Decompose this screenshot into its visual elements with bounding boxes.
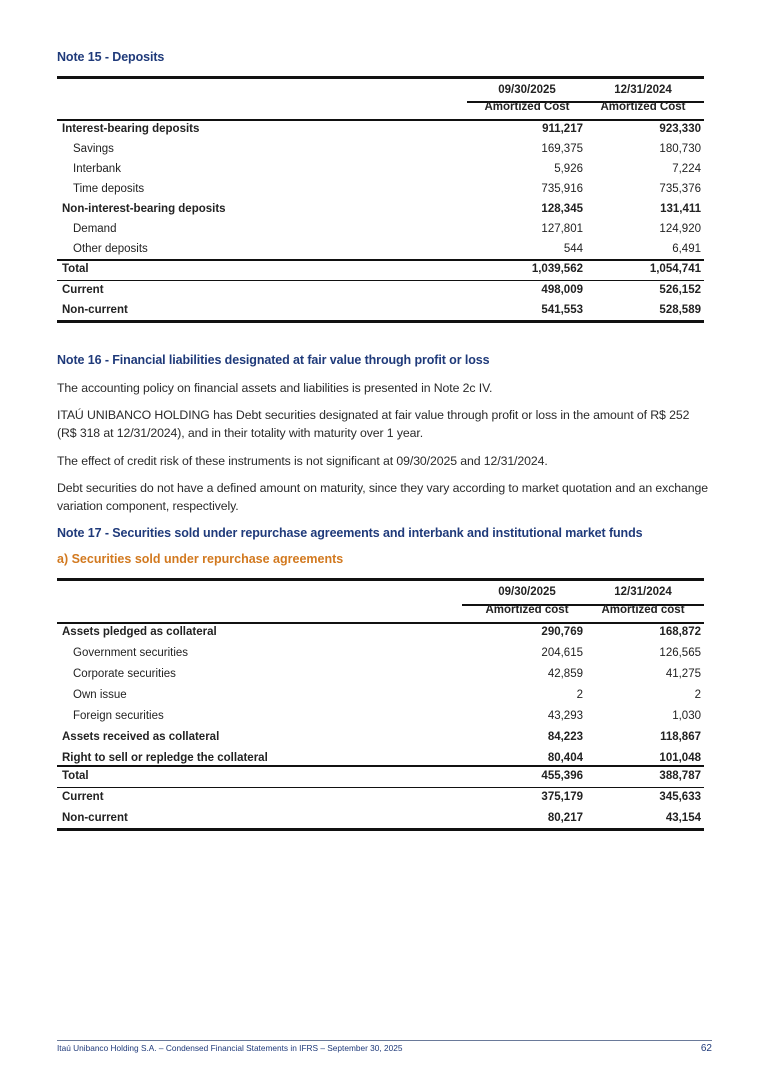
table-row-total: Total 455,396 388,787: [62, 770, 701, 782]
table-row: Right to sell or repledge the collateral 80,404 101,048: [62, 752, 701, 764]
table-row: Non-interest-bearing deposits 128,345 131,411: [62, 203, 701, 215]
table-row: Interest-bearing deposits 911,217 923,330: [62, 123, 701, 135]
footer-text: Itaú Unibanco Holding S.A. – Condensed Financial Statements in IFRS – September 30, 2025: [57, 1043, 403, 1053]
table-row: Non-current 541,553 528,589: [62, 304, 701, 316]
column-subheader: Amortized Cost: [600, 101, 686, 113]
table-row: Savings 169,375 180,730: [73, 143, 701, 155]
note-16-title: Note 16 - Financial liabilities designated at fair value through profit or loss: [57, 353, 490, 367]
table-top-rule: [57, 578, 704, 581]
column-subheader: Amortized cost: [485, 604, 569, 616]
table-row: Corporate securities 42,859 41,275: [73, 668, 701, 680]
note-17-title: Note 17 - Securities sold under repurchase agreements and interbank and institutional market funds: [57, 526, 643, 540]
table-row-total: Total 1,039,562 1,054,741: [62, 263, 701, 275]
paragraph: Debt securities do not have a defined amount on maturity, since they vary according to market quotation and an exchange variation component, respectively.: [57, 481, 708, 513]
table-row: Assets received as collateral 84,223 118,867: [62, 731, 701, 743]
table-bottom-rule: [57, 828, 704, 831]
note-17-subtitle: a) Securities sold under repurchase agreements: [57, 552, 344, 566]
table-row: Interbank 5,926 7,224: [73, 163, 701, 175]
column-header-date: 12/31/2024: [614, 586, 672, 598]
table-row: Foreign securities 43,293 1,030: [73, 710, 701, 722]
table-row: Time deposits 735,916 735,376: [73, 183, 701, 195]
paragraph: The accounting policy on financial assets and liabilities is presented in Note 2c IV.: [57, 381, 493, 395]
paragraph: The effect of credit risk of these instruments is not significant at 09/30/2025 and 12/31/2024.: [57, 454, 548, 468]
table-row: Other deposits 544 6,491: [73, 243, 701, 255]
table-row: Demand 127,801 124,920: [73, 223, 701, 235]
table-top-rule: [57, 76, 704, 79]
column-header-date: 12/31/2024: [614, 84, 672, 96]
column-header-date: 09/30/2025: [498, 84, 556, 96]
table-row: Non-current 80,217 43,154: [62, 812, 701, 824]
note-15-title: Note 15 - Deposits: [57, 50, 165, 64]
column-header-date: 09/30/2025: [498, 586, 556, 598]
footer-rule: [57, 1040, 712, 1041]
table-row: Current 498,009 526,152: [62, 284, 701, 296]
column-subheader: Amortized Cost: [484, 101, 570, 113]
table-row: Assets pledged as collateral 290,769 168,872: [62, 626, 701, 638]
table-row: Government securities 204,615 126,565: [73, 647, 701, 659]
table-bottom-rule: [57, 320, 704, 323]
table-row: Current 375,179 345,633: [62, 791, 701, 803]
table-row: Own issue 2 2: [73, 689, 701, 701]
column-subheader: Amortized cost: [601, 604, 685, 616]
paragraph: ITAÚ UNIBANCO HOLDING has Debt securities designated at fair value through profit or loss in the amount of R$ 252 (R$ 318 at 12/31/2024), and in their totality with maturity over 1 year.: [57, 408, 690, 440]
page-number: 62: [700, 1043, 712, 1054]
